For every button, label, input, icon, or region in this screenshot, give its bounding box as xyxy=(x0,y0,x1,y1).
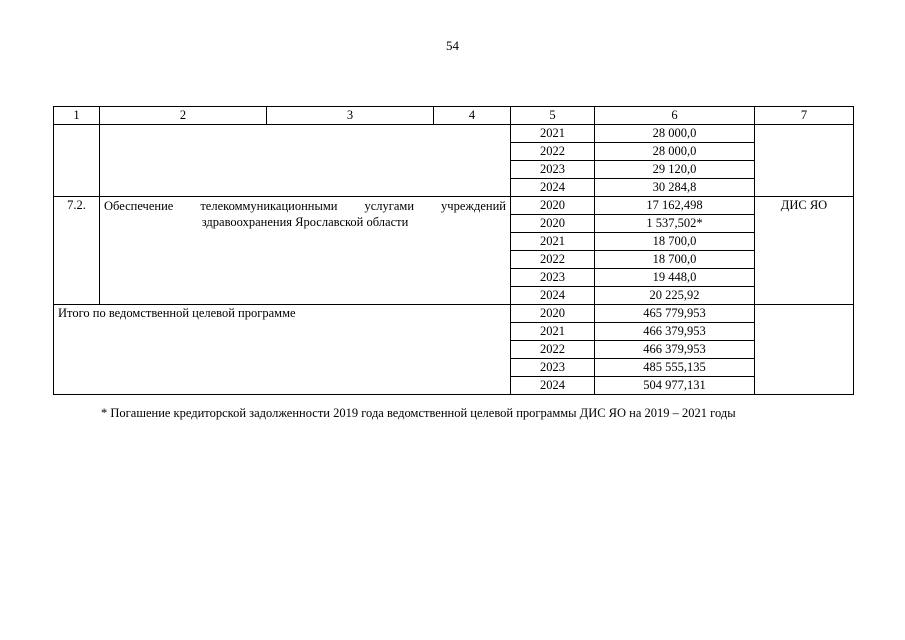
table-row xyxy=(54,125,854,143)
amount-cell: 20 225,92 xyxy=(595,287,755,305)
empty-executor-cell xyxy=(755,305,854,395)
table-header-row xyxy=(54,107,854,125)
executor-cell: ДИС ЯО xyxy=(755,197,854,305)
item-description: Обеспечение телекоммуникационными услугами учреждений здравоохранения Ярославской области xyxy=(104,199,506,229)
amount-cell: 19 448,0 xyxy=(595,269,755,287)
header-cell: 4 xyxy=(434,107,511,125)
year-cell: 2020 xyxy=(511,215,595,233)
item-number-cell: 7.2. xyxy=(54,197,100,305)
year-cell: 2022 xyxy=(511,143,595,161)
amount-cell: 28 000,0 xyxy=(595,125,755,143)
header-cell: 2 xyxy=(100,107,267,125)
empty-description-cell xyxy=(100,125,511,197)
item-description-cell xyxy=(100,197,511,305)
amount-cell: 18 700,0 xyxy=(595,251,755,269)
year-cell: 2023 xyxy=(511,269,595,287)
amount-cell: 17 162,498 xyxy=(595,197,755,215)
amount-cell: 30 284,8 xyxy=(595,179,755,197)
table-row xyxy=(54,197,854,215)
year-cell: 2021 xyxy=(511,323,595,341)
header-cell: 3 xyxy=(267,107,434,125)
amount-cell: 465 779,953 xyxy=(595,305,755,323)
footnote: * Погашение кредиторской задолженности 2019 года ведомственной целевой программы ДИС ЯО на 2019 – 2021 годы xyxy=(101,406,736,420)
year-cell: 2022 xyxy=(511,251,595,269)
page-number: 54 xyxy=(446,38,459,53)
year-cell: 2022 xyxy=(511,341,595,359)
header-cell: 6 xyxy=(595,107,755,125)
table-row xyxy=(54,305,854,323)
amount-cell: 504 977,131 xyxy=(595,377,755,395)
year-cell: 2021 xyxy=(511,233,595,251)
amount-cell: 1 537,502* xyxy=(595,215,755,233)
header-cell: 1 xyxy=(54,107,100,125)
year-cell: 2024 xyxy=(511,287,595,305)
amount-cell: 485 555,135 xyxy=(595,359,755,377)
budget-table xyxy=(53,106,854,395)
year-cell: 2020 xyxy=(511,197,595,215)
year-cell: 2024 xyxy=(511,377,595,395)
amount-cell: 29 120,0 xyxy=(595,161,755,179)
year-cell: 2024 xyxy=(511,179,595,197)
amount-cell: 466 379,953 xyxy=(595,341,755,359)
amount-cell: 18 700,0 xyxy=(595,233,755,251)
amount-cell: 466 379,953 xyxy=(595,323,755,341)
empty-executor-cell xyxy=(755,125,854,197)
year-cell: 2021 xyxy=(511,125,595,143)
year-cell: 2023 xyxy=(511,161,595,179)
header-cell: 7 xyxy=(755,107,854,125)
year-cell: 2020 xyxy=(511,305,595,323)
empty-number-cell xyxy=(54,125,100,197)
header-cell: 5 xyxy=(511,107,595,125)
total-label-cell: Итого по ведомственной целевой программе xyxy=(54,305,511,395)
year-cell: 2023 xyxy=(511,359,595,377)
amount-cell: 28 000,0 xyxy=(595,143,755,161)
